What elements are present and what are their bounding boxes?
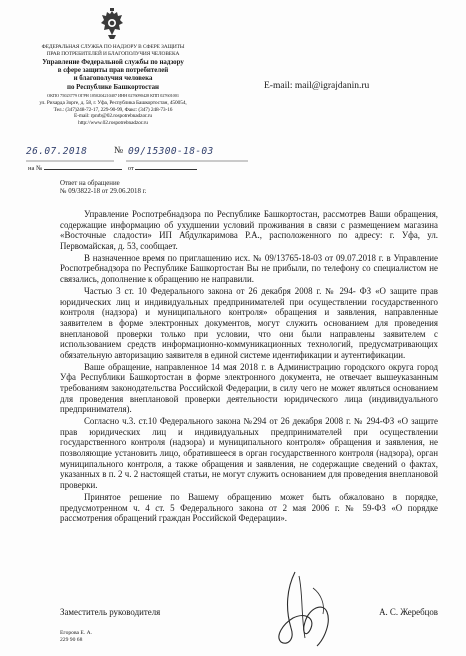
agency-website: http://www.02.rospotrebnadzor.ru [78,119,148,126]
answer-reference [60,180,146,196]
body-paragraph-1: Управление Роспотребнадзора по Республике Башкортостан, рассмотрев Ваши обращения, содержащие информацию об ухудшении условий проживания в связи с размещением магазина «Восточные сладости» ИП Абдулкаримова Р.А., расположенного по адресу: г. Уфа, ул. Первомайская, д. 53, сообщает. [60,209,438,251]
contact-block [28,100,198,126]
coat-of-arms-icon [99,8,125,40]
executor-name: Егорова Е. А. [60,630,93,636]
executor-phone: 229 90 68 [60,636,83,643]
signatory-name: А. С. Жеребцов [379,607,438,617]
registry-codes: ОКПО 75023779 ОГРН 1050204210407 ИНН 0276090428 КПП 027601001 [47,93,179,98]
body-paragraph-4: Ваше обращение, направленное 14 мая 2018 г. в Администрацию городского округа город Уфа Республики Башкортостан в форме электронного документа, не отвечает вышеуказанным требованиям законодательства Российской Федерации, в силу чего не может являться основанием для проведения внеплановой проверки деятельности юридического лица (индивидуального предпринимателя). [60,361,438,415]
answer-reference-line-2: № 09/3822-18 от 29.06.2018 г. [60,188,147,195]
agency-line-2: ПРАВ ПОТРЕБИТЕЛЕЙ И БЛАГОПОЛУЧИЯ ЧЕЛОВЕКА [46,50,180,57]
recipient-email: E-mail: mail@igrajdanin.ru [264,81,370,91]
registration-date: 26.07.2018 [26,146,88,157]
executor-info [60,630,92,644]
body-paragraph-5: Согласно ч.3. ст.10 Федерального закона №294 от 26 декабря 2008 г. № 294-ФЗ «О защите прав юридических лиц и индивидуальных предпринимателей при осуществлении государственного контроля (надзора) и муниципального контроля» обращения и заявления, не позволяющие установить лицо, обратившееся в орган государственного контроля (надзора), орган муниципального контроля, а также обращения и заявления, не содержащие сведений о фактах, указанных в п. 2 ч. 2 настоящей статьи, не могут служить основанием для проведения внеплановой проверки. [60,416,438,490]
agency-name [28,44,198,57]
address-line-1: ул. Рихарда Зорге, д. 58, г. Уфа, Республика Башкортостан, 450054, [39,100,187,106]
registration-number-prefix: № [114,146,124,156]
reference-date-blank [135,169,197,170]
agency-email: E-mail: rpnrb@02.rospotrebnadzor.ru [74,113,152,120]
body-paragraph-6: Принятое решение по Вашему обращению может быть обжаловано в порядке, предусмотренном ч. 4 ст. 5 Федерального закона от 2 мая 2006 г. № 59-ФЗ «О порядке рассмотрения обращений граждан Российской Федерации». [60,491,438,524]
department-line-3: и благополучия человека [73,75,153,83]
body-paragraph-3: Частью 3 ст. 10 Федерального закона от 26 декабря 2008 г. № 294- ФЗ «О защите прав юридических лиц и индивидуальных предпринимателей при осуществлении государственного контроля (надзора) и муниципального контроля» обращения и заявления, направленные заявителем в форме электронных документов, могут служить основанием для проведения внеплановой проверки только при условии, что они были направлены заявителем с использованием средств информационно-коммуникационных технологий, предусматривающих обязательную авторизацию заявителя в единой системе идентификации и аутентификации. [60,286,438,360]
address-line-2: Тел.: (347)248-72-17, 229-90-99, Факс: (347) 248-73-16 [53,106,173,113]
reference-number-blank [44,169,122,170]
agency-line-1: ФЕДЕРАЛЬНАЯ СЛУЖБА ПО НАДЗОРУ В СФЕРЕ ЗАЩИТЫ [41,44,185,50]
answer-reference-line-1: Ответ на обращение [60,180,120,187]
signature-row [60,607,438,617]
letter-body [60,209,438,525]
department-name [28,59,198,92]
department-line-1: Управление Федеральной службы по надзору [42,59,184,66]
department-line-4: по Республике Башкортостан [66,83,160,91]
reference-line [28,165,197,172]
registration-number: 09/15300-18-03 [128,146,214,157]
body-paragraph-2: В назначенное время по приглашению исх. № 09/13765-18-03 от 09.07.2018 г. в Управление Роспотребнадзора по Республике Башкортостан Вы не прибыли, по телефону со специалистом не связались, дополнение к обращению не направили. [60,252,438,285]
department-line-2: в сфере защиты прав потребителей [57,67,169,75]
reference-number-label: на № [28,165,43,172]
signatory-position: Заместитель руководителя [60,607,161,617]
reference-date-label: от [127,165,134,172]
